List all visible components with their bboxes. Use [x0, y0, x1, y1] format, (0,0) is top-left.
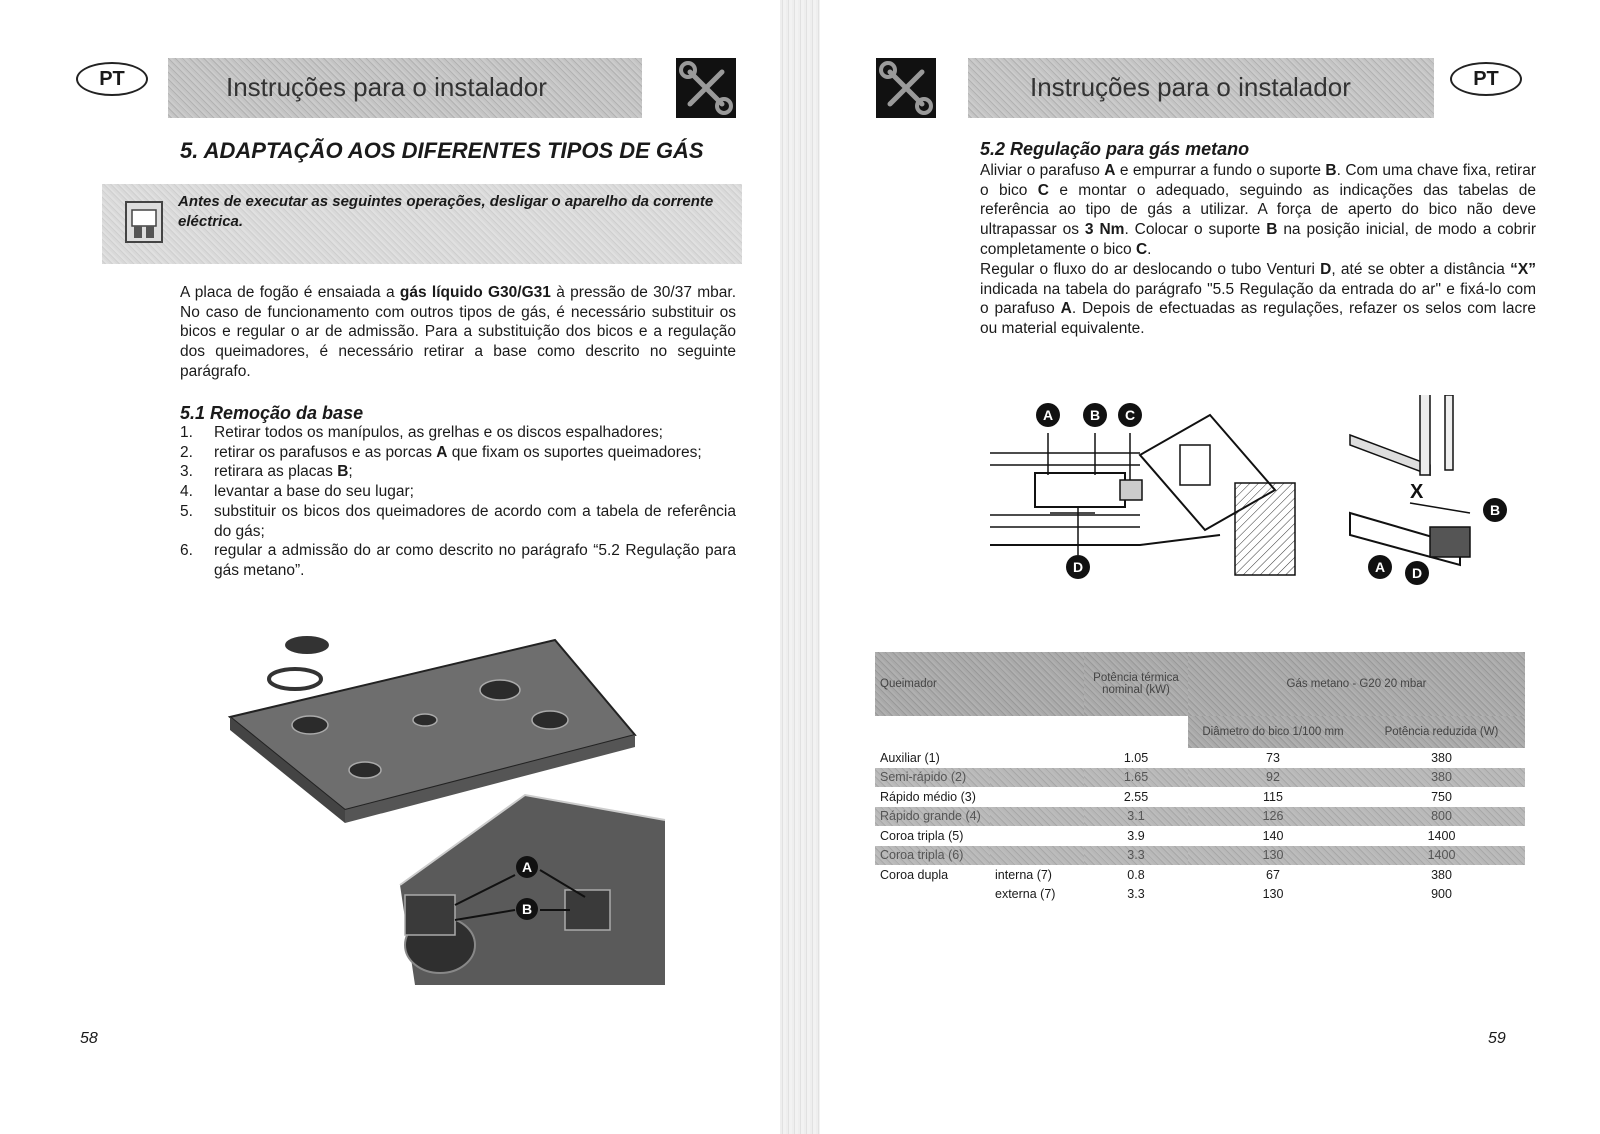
burner-name: Coroa dupla — [880, 867, 949, 882]
warning-box — [102, 184, 742, 264]
burner-name: Semi-rápido (2) — [875, 768, 990, 788]
power-cell: 3.1 — [1084, 807, 1188, 827]
svg-text:B: B — [521, 901, 533, 917]
burner-name: Coroa tripla (5) — [880, 828, 964, 843]
svg-text:D: D — [1072, 559, 1084, 575]
table-row — [875, 768, 1525, 788]
subsection-title: 5.1 Remoção da base — [180, 403, 364, 423]
step-item — [180, 423, 736, 443]
step-item — [180, 462, 736, 482]
label-b-right — [1483, 498, 1507, 522]
step-number: 4. — [180, 483, 193, 501]
power-cell: 2.55 — [1123, 789, 1149, 804]
plug-socket-icon — [124, 200, 164, 244]
reduced-power-cell: 1400 — [1427, 828, 1456, 843]
wrench-screwdriver-icon — [676, 58, 736, 118]
p2-text-2: , até se obter a distância — [1331, 261, 1511, 278]
nozzle-diagram — [990, 395, 1530, 595]
left-page — [0, 0, 780, 1134]
header-gas: Gás metano - G20 20 mbar — [1188, 652, 1525, 716]
label-a — [1036, 403, 1060, 427]
header-reduced: Potência reduzida (W) — [1358, 716, 1525, 748]
burner-name: Auxiliar (1) — [880, 750, 940, 765]
burner-sub — [990, 846, 1084, 866]
label-c — [1118, 403, 1142, 427]
svg-text:A: A — [1374, 559, 1386, 575]
language-badge: PT — [1450, 62, 1522, 96]
step-number: 1. — [180, 424, 193, 441]
diameter-cell: 67 — [1266, 867, 1280, 882]
step-text: retirar os parafusos e as porcas — [214, 443, 437, 461]
language-badge: PT — [76, 62, 148, 96]
burner-name — [875, 885, 990, 905]
header-title: Instruções para o instalador — [226, 72, 547, 102]
reduced-power-cell: 1400 — [1358, 846, 1525, 866]
label-b — [516, 898, 538, 920]
p1-bold-c2: C — [1135, 240, 1148, 258]
step-bold: A — [436, 443, 448, 461]
step-number: 5. — [180, 502, 193, 520]
wrench-screwdriver-icon — [876, 58, 936, 118]
p1-text-6: na posição inicial, de modo a cobrir completamente o bico — [980, 221, 1537, 258]
header-band — [968, 58, 1434, 118]
p2-bold-x: “X” — [1510, 261, 1536, 278]
gas-specs-table — [875, 652, 1525, 904]
reduced-power-cell: 750 — [1431, 789, 1452, 804]
intro-text: A placa de fogão é ensaiada a — [180, 284, 400, 301]
label-d — [1066, 555, 1090, 579]
step-text-after: que fixam os suportes queimadores; — [447, 443, 702, 461]
p1-text-3: . Com uma chave fixa, retirar o bico — [980, 162, 1536, 199]
section-title: 5. ADAPTAÇÃO AOS DIFERENTES TIPOS DE GÁS — [180, 138, 704, 163]
label-d-right — [1405, 561, 1429, 585]
page-number: 59 — [1488, 1030, 1506, 1047]
step-item — [180, 482, 736, 502]
p1-text-7: . — [1147, 240, 1152, 258]
airflow-paragraph — [980, 260, 1536, 339]
step-number: 6. — [180, 542, 193, 560]
p1-bold-c: C — [1037, 181, 1049, 199]
page-number: 58 — [80, 1030, 98, 1047]
p2-bold-a: A — [1060, 300, 1072, 318]
steps-list — [180, 423, 736, 581]
regulation-paragraph — [980, 161, 1536, 260]
reduced-power-cell: 380 — [1358, 768, 1525, 788]
step-item — [180, 541, 736, 580]
burner-name: Rápido grande (4) — [875, 807, 990, 827]
step-bold: B — [337, 463, 349, 481]
step-number: 2. — [180, 443, 193, 461]
label-a — [516, 856, 538, 878]
diameter-cell: 130 — [1262, 887, 1284, 902]
p1-text-2: e empurrar a fundo o suporte — [1115, 162, 1326, 179]
power-cell: 1.65 — [1084, 768, 1188, 788]
intro-text-cont: à pressão de 30/37 mbar. No caso de funcionamento com outros tipos de gás, é necessário substituir os bicos e regular o ar de admissão. Para a substituição dos bicos e a regulação dos queimadores, é necessário retirar a base como descrito no seguinte parágrafo. — [180, 284, 737, 380]
step-text: regular a admissão do ar como descrito no parágrafo “5.2 Regulação para gás metano”. — [214, 542, 736, 579]
power-cell: 3.3 — [1127, 887, 1145, 902]
power-cell: 3.3 — [1084, 846, 1188, 866]
table-row — [875, 748, 1525, 768]
reduced-power-cell: 800 — [1358, 807, 1525, 827]
power-cell: 1.05 — [1123, 750, 1149, 765]
p1-bold-torque: 3 Nm — [1084, 221, 1125, 239]
svg-text:A: A — [521, 859, 533, 875]
diameter-cell: 126 — [1188, 807, 1358, 827]
svg-text:B: B — [1089, 407, 1101, 423]
p1-bold-b: B — [1325, 162, 1337, 179]
step-text: levantar a base do seu lugar; — [214, 483, 414, 501]
intro-paragraph — [180, 283, 736, 382]
diameter-cell: 92 — [1188, 768, 1358, 788]
table-row — [875, 865, 1525, 885]
diameter-cell: 115 — [1263, 789, 1283, 804]
reduced-power-cell: 900 — [1431, 887, 1452, 902]
distance-x-label: X — [1410, 481, 1424, 503]
p1-text-4: e montar o adequado, seguindo as indicações das tabelas de referência ao tipo de gás a utilizar. A força de aperto do bico não deve ultrapassar os — [980, 181, 1536, 239]
svg-text:D: D — [1411, 565, 1423, 581]
table-row — [875, 787, 1525, 807]
reduced-power-cell: 380 — [1431, 867, 1452, 882]
header-title: Instruções para o instalador — [1030, 72, 1351, 102]
intro-bold-gas: gás líquido G30/G31 — [399, 284, 551, 301]
burner-name: Coroa tripla (6) — [875, 846, 990, 866]
step-item — [180, 443, 736, 463]
hob-illustration — [225, 635, 685, 1010]
step-item — [180, 502, 736, 541]
step-text: Retirar todos os manípulos, as grelhas e os discos espalhadores; — [214, 424, 663, 441]
warning-text: Antes de executar as seguintes operações, desligar o aparelho da corrente eléctrica. — [178, 193, 714, 230]
table-row — [875, 826, 1525, 846]
svg-text:B: B — [1489, 502, 1501, 518]
subsection-title: 5.2 Regulação para gás metano — [980, 139, 1250, 159]
p1-text-5: . Colocar o suporte — [1124, 221, 1267, 239]
power-cell: 0.8 — [1127, 867, 1145, 882]
diameter-cell: 130 — [1188, 846, 1358, 866]
p2-text-4: . Depois de efectuadas as regulações, refazer os selos com lacre ou material equivalente. — [980, 300, 1536, 338]
table-row — [875, 846, 1525, 866]
p2-text-3: indicada na tabela do parágrafo "5.5 Regulação da entrada do ar" e fixá-lo com o parafuso — [980, 280, 1536, 318]
table-body — [875, 748, 1525, 904]
power-cell: 3.9 — [1127, 828, 1145, 843]
diameter-cell: 140 — [1262, 828, 1284, 843]
p2-text-1: Regular o fluxo do ar deslocando o tubo Venturi — [980, 261, 1321, 278]
label-b — [1083, 403, 1107, 427]
burner-sub — [990, 807, 1084, 827]
header-band — [168, 58, 642, 118]
step-text: substituir os bicos dos queimadores de acordo com a tabela de referência do gás; — [214, 502, 736, 540]
header-power: Potência térmica nominal (kW) — [1084, 652, 1188, 716]
burner-sub — [990, 768, 1084, 788]
p2-bold-d: D — [1320, 261, 1332, 278]
burner-sub: interna (7) — [995, 867, 1052, 882]
table-row — [875, 807, 1525, 827]
diameter-cell: 73 — [1266, 750, 1280, 765]
reduced-power-cell: 380 — [1431, 750, 1452, 765]
step-text: retirara as placas — [214, 463, 338, 481]
p1-text-1: Aliviar o parafuso — [980, 162, 1105, 179]
right-page — [820, 0, 1600, 1134]
p1-bold-b2: B — [1266, 221, 1278, 239]
svg-text:A: A — [1042, 407, 1054, 423]
header-burner: Queimador — [875, 652, 1084, 716]
book-gutter — [780, 0, 820, 1134]
p1-bold-a: A — [1104, 162, 1116, 179]
step-text-after: ; — [348, 463, 353, 481]
burner-sub — [990, 787, 1084, 807]
svg-text:C: C — [1124, 407, 1136, 423]
burner-sub — [990, 748, 1084, 768]
burner-name: Rápido médio (3) — [880, 789, 976, 804]
step-number: 3. — [180, 463, 193, 481]
label-a-right — [1368, 555, 1392, 579]
header-diameter: Diâmetro do bico 1/100 mm — [1188, 716, 1358, 748]
burner-sub — [990, 826, 1084, 846]
burner-sub: externa (7) — [995, 887, 1056, 902]
table-row — [875, 885, 1525, 905]
